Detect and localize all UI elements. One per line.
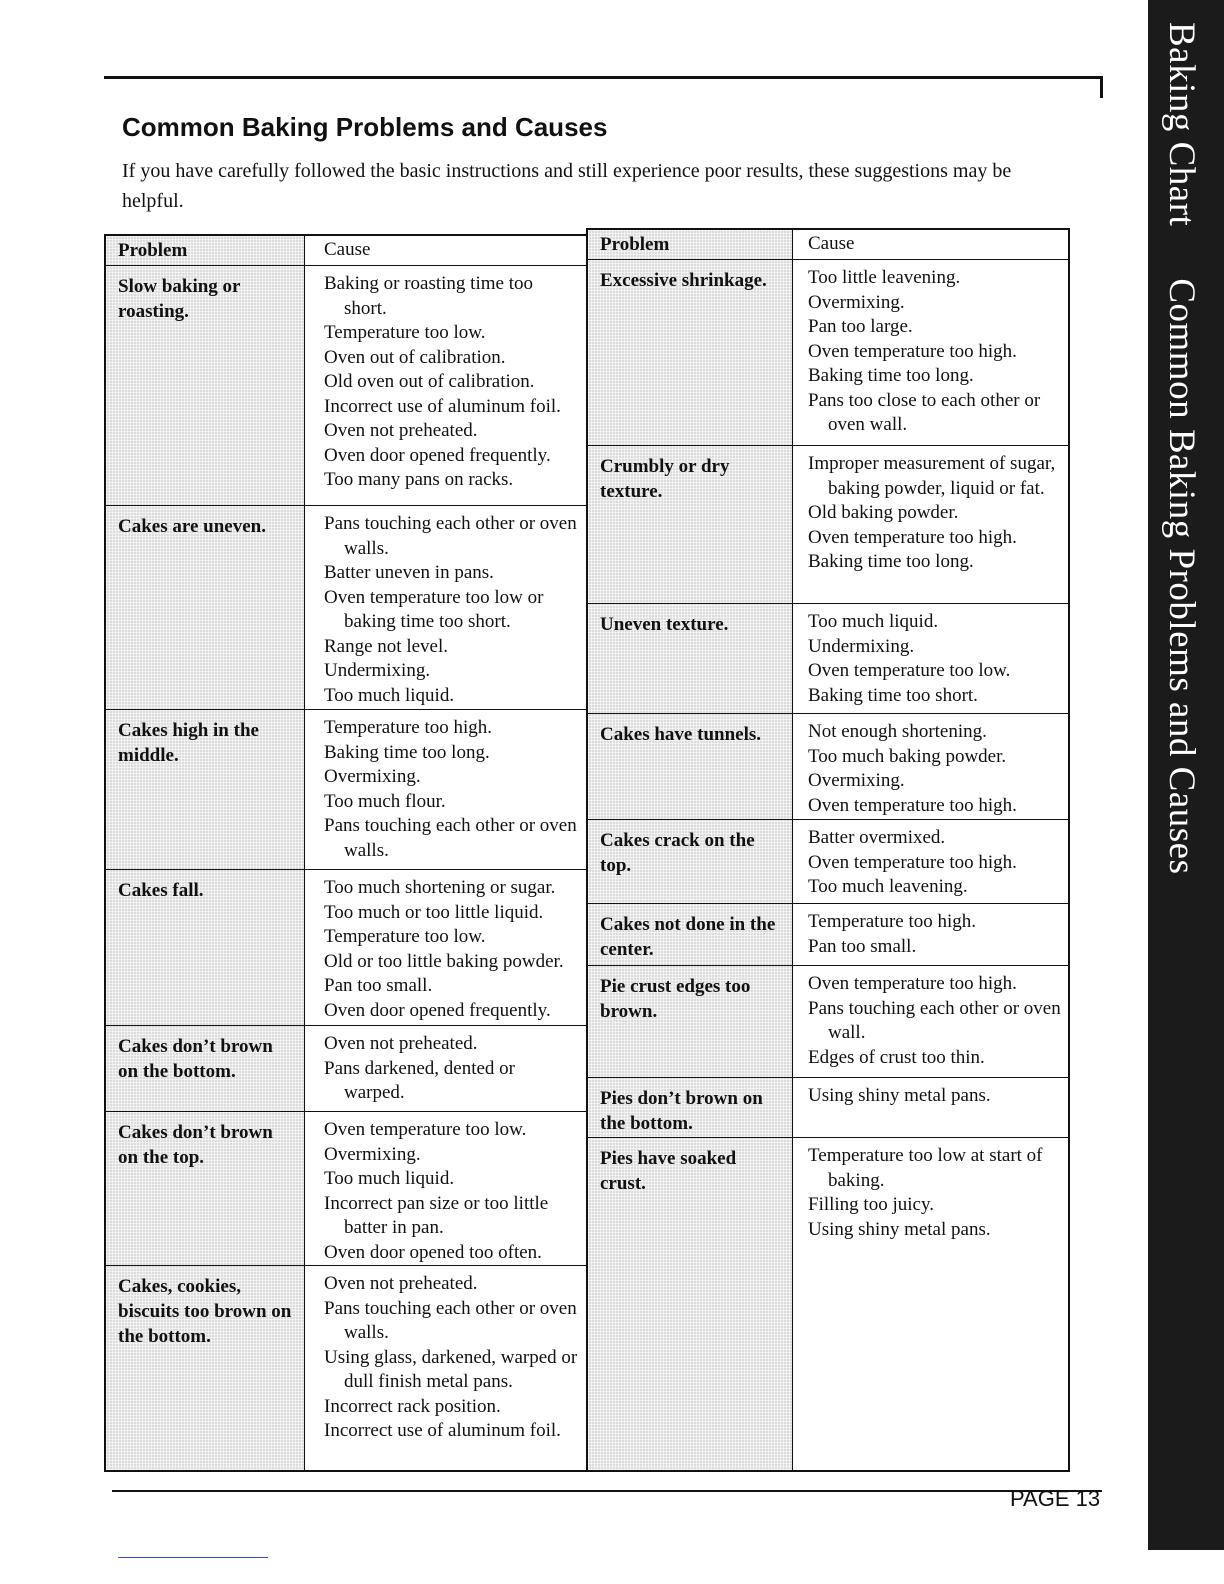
problem-cell: Cakes don’t brown on the top. [118,1122,273,1168]
cause-item: Overmixing. [808,770,905,791]
cause-item: Temperature too low. [324,926,486,947]
table-row [588,966,1068,1078]
cause-item: Temperature too low. [324,322,486,343]
cause-item: Oven temperature too high. [808,526,1017,548]
table-row [588,604,1068,714]
cause-item: Oven door opened too often. [324,1241,542,1263]
side-tab-label [1160,22,1203,875]
cause-item: Oven temperature too high. [808,340,1017,362]
cause-cell [808,1144,1062,1242]
left-table [104,234,590,1472]
cause-item: Pans touching each other or oven wall. [808,997,1061,1043]
cause-cell [324,1272,580,1444]
cause-item: Oven temperature too low. [808,660,1011,681]
cause-item: Old or too little baking powder. [324,950,564,972]
table-row [588,714,1068,820]
cause-cell [808,910,1062,959]
cause-item: Undermixing. [808,635,915,657]
top-rule [104,76,1102,79]
cause-item: Temperature too high. [324,717,493,738]
cause-item: Pans too close to each other or oven wall. [808,389,1041,435]
cause-item: Oven not preheated. [324,420,478,441]
cause-item: Batter overmixed. [808,827,946,848]
side-tab-subsection: Common Baking Problems and Causes [1161,278,1202,875]
table-row [106,870,588,1026]
cause-cell [324,1118,580,1265]
cause-item: Too much liquid. [324,1168,455,1189]
table-row [106,1112,588,1266]
cause-item: Overmixing. [324,1143,421,1165]
cause-item: Improper measurement of sugar, baking powder, liquid or fat. [808,453,1056,499]
cause-cell [324,512,580,708]
cause-item: Filling too juicy. [808,1194,934,1215]
cause-item: Pans touching each other or oven walls. [324,815,577,861]
top-rule-corner [1100,76,1103,98]
problem-cell: Cakes not done in the center. [600,914,776,960]
cause-item: Edges of crust too thin. [808,1046,985,1068]
cause-item: Too little leavening. [808,267,961,288]
cause-item: Oven temperature too high. [808,851,1017,873]
cause-item: Baking time too short. [808,684,978,706]
cause-item: Batter uneven in pans. [324,562,494,583]
cause-cell [808,826,1062,900]
cause-item: Oven not preheated. [324,1033,478,1054]
margin-mark [118,1557,268,1558]
cause-item: Incorrect pan size or too little batter in pan. [324,1192,549,1238]
table-row [106,506,588,710]
cause-cell [324,876,580,1023]
cause-item: Too much or too little liquid. [324,901,544,923]
problem-cell: Pies don’t brown on the bottom. [600,1088,763,1134]
cause-item: Baking or roasting time too short. [324,273,533,319]
side-tab-section: Baking Chart [1161,22,1202,227]
problem-cell: Cakes fall. [118,880,204,901]
cause-item: Pan too large. [808,316,913,337]
cause-item: Too much baking powder. [808,745,1007,767]
cause-item: Pan too small. [808,935,917,957]
problem-header: Problem [600,234,670,255]
cause-item: Oven temperature too low. [324,1119,527,1140]
cause-item: Old oven out of calibration. [324,371,535,392]
cause-item: Too many pans on racks. [324,469,514,490]
cause-item: Incorrect use of aluminum foil. [324,1420,561,1441]
problem-cell: Pie crust edges too brown. [600,976,751,1022]
cause-cell [808,266,1062,438]
page-number: PAGE 13 [1010,1486,1101,1511]
cause-item: Baking time too long. [808,551,974,572]
cause-item: Undermixing. [324,660,431,681]
problem-cell: Excessive shrinkage. [600,270,767,291]
problem-cell: Uneven texture. [600,614,729,635]
cause-header: Cause [324,239,371,260]
cause-item: Too much liquid. [808,611,939,632]
cause-item: Range not level. [324,635,448,657]
cause-cell [808,452,1062,575]
problem-cell: Cakes, cookies, biscuits too brown on the bottom. [118,1276,292,1347]
table-row [588,1078,1068,1138]
cause-item: Overmixing. [324,766,421,787]
problem-header: Problem [118,240,188,261]
cause-cell [324,716,580,863]
problem-cell: Pies have soaked crust. [600,1148,737,1194]
cause-header: Cause [808,233,855,254]
intro-text: If you have carefully followed the basic instructions and still experience poor results, these suggestions may be helpful. [122,160,1012,212]
table-row [588,1138,1068,1474]
cause-item: Pans touching each other or oven walls. [324,1297,577,1343]
table-row [106,710,588,870]
cause-cell [808,1084,1062,1109]
problem-cell: Cakes crack on the top. [600,830,755,876]
cause-item: Overmixing. [808,291,905,313]
cause-item: Baking time too long. [324,741,490,763]
cause-item: Temperature too high. [808,911,977,932]
cause-item: Oven out of calibration. [324,346,506,368]
cause-item: Temperature too low at start of baking. [808,1145,1043,1191]
table-header-row [588,230,1068,260]
problem-cell: Crumbly or dry texture. [600,456,730,502]
problem-cell: Cakes high in the middle. [118,720,259,766]
cause-item: Baking time too long. [808,365,974,386]
cause-item: Incorrect use of aluminum foil. [324,395,561,417]
table-row [106,266,588,506]
table-row [106,1026,588,1112]
cause-item: Oven temperature too low or baking time too short. [324,586,544,632]
table-row [106,1266,588,1472]
table-row [588,446,1068,604]
table-row [588,904,1068,966]
cause-item: Oven not preheated. [324,1273,478,1294]
cause-item: Oven door opened frequently. [324,444,551,466]
cause-item: Old baking powder. [808,502,959,523]
cause-item: Using shiny metal pans. [808,1085,991,1106]
cause-item: Pan too small. [324,975,433,996]
table-row [588,260,1068,446]
cause-item: Too much shortening or sugar. [324,877,556,898]
cause-item: Incorrect rack position. [324,1395,501,1417]
cause-cell [808,720,1062,818]
cause-cell [808,610,1062,708]
cause-item: Too much leavening. [808,876,968,897]
page-title: Common Baking Problems and Causes [122,112,608,142]
cause-cell [324,272,580,493]
right-table [586,228,1070,1472]
cause-item: Oven door opened frequently. [324,999,551,1021]
cause-item: Pans touching each other or oven walls. [324,513,577,559]
cause-item: Not enough shortening. [808,721,987,742]
cause-item: Too much liquid. [324,684,455,706]
table-header-row [106,236,588,266]
cause-item: Oven temperature too high. [808,794,1017,816]
table-row [588,820,1068,904]
problem-cell: Cakes have tunnels. [600,724,761,745]
problem-cell: Cakes don’t brown on the bottom. [118,1036,273,1082]
problem-cell: Slow baking or roasting. [118,276,241,322]
cause-cell [808,972,1062,1070]
problem-cell: Cakes are uneven. [118,516,266,537]
cause-item: Using glass, darkened, warped or dull finish metal pans. [324,1346,578,1392]
cause-cell [324,1032,580,1106]
cause-item: Using shiny metal pans. [808,1218,991,1240]
bottom-rule [112,1490,1102,1492]
cause-item: Pans darkened, dented or warped. [324,1057,515,1103]
cause-item: Too much flour. [324,790,446,812]
cause-item: Oven temperature too high. [808,973,1017,994]
